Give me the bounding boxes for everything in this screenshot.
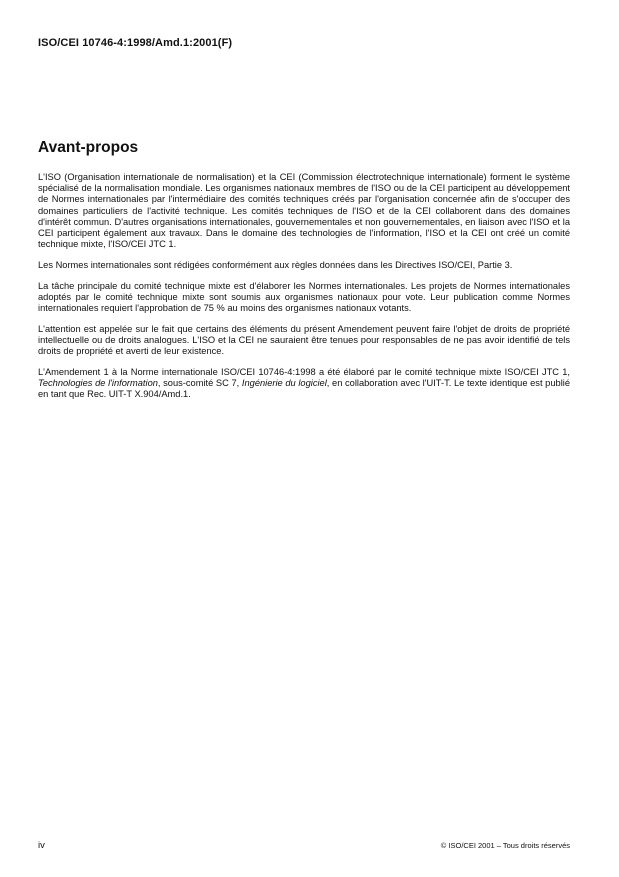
amendment-text-2: , sous-comité SC 7, bbox=[157, 378, 242, 389]
paragraph-iso-cei-intro: L'ISO (Organisation internationale de normalisation) et la CEI (Commission électrotechnique internationale) forment le système spécialisé de la normalisation mondiale. Les organismes nationaux membres de l'ISO ou de la CEI participent au développement de Normes internationales par l'intermédiaire des comités techniques créés par l'organisation concernée afin de s'occuper des domaines particuliers de l'activité technique. Les comités techniques de l'ISO et de la CEI collaborent dans des domaines d'intérêt commun. D'autres organisations internationales, gouvernementales et non gouvernementales, en liaison avec l'ISO et la CEI participent également aux travaux. Dans le domaine des technologies de l'information, l'ISO et la CEI ont créé un comité technique mixte, l'ISO/CEI JTC 1. bbox=[38, 172, 570, 250]
page-title: Avant-propos bbox=[38, 139, 139, 156]
committee-title-italic: Technologies de l'information bbox=[38, 378, 158, 389]
paragraph-amendment-origin bbox=[38, 367, 570, 401]
amendment-text-3: , en collaboration avec l'UIT-T. Le texte identique est publié en tant que Rec. UIT-T X.904/Amd.1. bbox=[38, 378, 570, 400]
paragraph-patent-rights: L'attention est appelée sur le fait que certains des éléments du présent Amendement peuvent faire l'objet de droits de propriété intellectuelle ou de droits analogues. L'ISO et la CEI ne sauraient être tenues pour responsables de ne pas avoir identifié de tels droits de propriété et averti de leur existence. bbox=[38, 323, 570, 357]
foreword-body bbox=[38, 172, 570, 400]
subcommittee-title-italic: Ingénierie du logiciel bbox=[241, 378, 327, 389]
page-number: iv bbox=[38, 840, 45, 851]
copyright-notice: © ISO/CEI 2001 – Tous droits réservés bbox=[440, 841, 570, 850]
paragraph-directives: Les Normes internationales sont rédigées conformément aux règles données dans les Directives ISO/CEI, Partie 3. bbox=[38, 259, 513, 270]
amendment-text-1: L'Amendement 1 à la Norme internationale ISO/CEI 10746-4:1998 a été élaboré par le comité technique mixte ISO/CEI JTC 1, bbox=[38, 366, 570, 377]
standard-reference: ISO/CEI 10746-4:1998/Amd.1:2001(F) bbox=[38, 37, 233, 49]
paragraph-committee-task: La tâche principale du comité technique mixte est d'élaborer les Normes internationales. Les projets de Normes internationales adoptés par le comité technique mixte sont soumis aux organismes nationaux pour vote. Leur publication comme Normes internationales requiert l'approbation de 75 % au moins des organismes nationaux votants. bbox=[38, 280, 570, 314]
